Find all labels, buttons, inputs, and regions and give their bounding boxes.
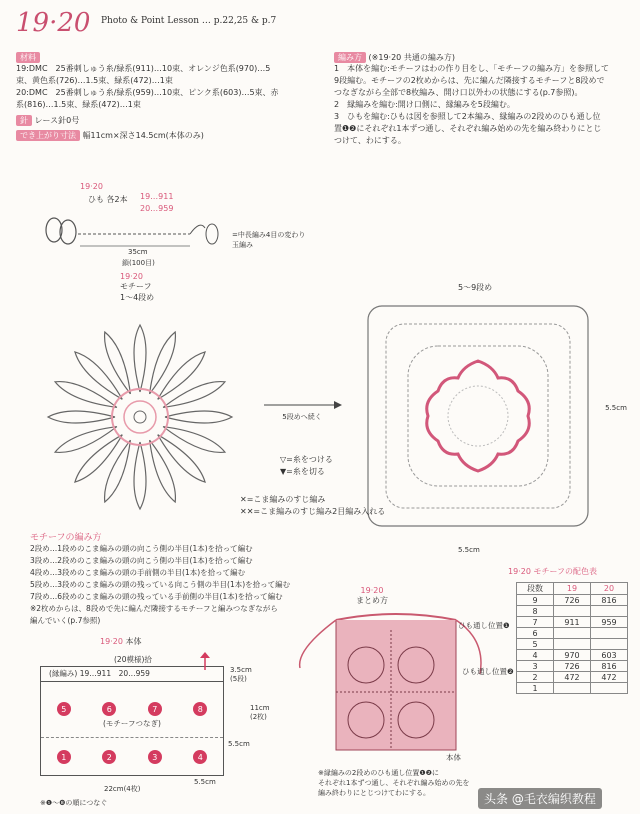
method-line: つけて、わにする。 (334, 136, 406, 145)
motif-number: 1 (57, 750, 71, 764)
cord-name: ひも (88, 195, 104, 204)
xx-stitch-icon: ✕✕ (240, 507, 254, 516)
table-cell: 9 (517, 595, 554, 606)
table-cell (591, 683, 628, 694)
motif-number: 6 (102, 702, 116, 716)
method-line: 3 ひもを編む:ひもは図を参照して2本編み、縁編みの2段めのひも通し位 (334, 112, 601, 121)
motif-flower-diagram (40, 312, 240, 522)
motif-number: 5 (57, 702, 71, 716)
table-cell: 970 (554, 650, 591, 661)
arrow-up-icon (198, 652, 212, 670)
body-h2: 11cm (250, 704, 270, 712)
motif-number: 4 (193, 750, 207, 764)
table-cell (554, 628, 591, 639)
motif-name: モチーフ (120, 282, 152, 291)
cord-chain: 鎖(100目) (122, 259, 155, 267)
table-row (517, 606, 628, 617)
header (16, 8, 276, 38)
table-cell: 726 (554, 595, 591, 606)
body-row-top (41, 702, 223, 716)
body-w2: 22cm(4枚) (104, 785, 141, 793)
motif-rows-2: 5～9段め (458, 283, 493, 292)
method-line: 2 縁編みを編む:開け口側に、縁編みを5段編む。 (334, 100, 515, 109)
assembly-body: 本体 (446, 753, 461, 762)
motif-label: 19·20 (120, 272, 143, 281)
body-h2b: (2枚) (250, 713, 267, 721)
color-table-title-text: 19·20 モチーフの配色表 (508, 567, 598, 576)
legend-x: =こま編みのすじ編み (246, 495, 326, 504)
cord-length: 35cm (128, 248, 148, 256)
motif-size-width: 5.5cm (458, 546, 480, 554)
table-cell: 472 (554, 672, 591, 683)
color-table (516, 582, 628, 694)
body-label: 19·20 (100, 637, 123, 646)
attach-icon: ▽ (280, 455, 287, 464)
table-cell: 959 (591, 617, 628, 628)
table-header-cell: 20 (591, 583, 628, 595)
table-row (517, 595, 628, 606)
legend-attach: =糸をつける (286, 455, 333, 464)
motif-size-height: 5.5cm (605, 404, 627, 412)
body-h1b: (5段) (230, 675, 247, 683)
pattern-number: 19·20 (16, 8, 91, 38)
table-row (517, 683, 628, 694)
table-cell (591, 628, 628, 639)
table-row (517, 661, 628, 672)
motif-rows-1: 1～4段め (120, 293, 155, 302)
method-section (334, 52, 634, 147)
motif-method-line: ※2枚めからは、8段めで先に編んだ隣接するモチーフと編みつなぎながら (30, 604, 278, 613)
method-line: 置❶❷にそれぞれ1本ずつ通し、それぞれ編み始めの先を編み終わりにとじ (334, 124, 602, 133)
cord-color-19: 19…911 (140, 192, 174, 201)
size-text: 幅11cm×深さ14.5cm(本体のみ) (82, 131, 204, 140)
lesson-ref: Photo & Point Lesson … p.22,25 & p.7 (100, 16, 277, 26)
method-line: つなぎながら全部で8枚編み、開け口以外わの状態にする(p.7参照)。 (334, 88, 583, 97)
table-cell: 911 (554, 617, 591, 628)
materials-section (16, 52, 321, 142)
symbol-legend (280, 454, 376, 478)
material-line: 19:DMC 25番刺しゅう糸/緑系(911)…10束、オレンジ色系(970)…5 (16, 64, 271, 73)
motif-method-line: 7段め…6段めのこま編みの頭の残っている手前側の半目(1本)を拾って編む (30, 592, 283, 601)
size-tag: でき上がり寸法 (16, 130, 80, 141)
motif-method-section (30, 530, 330, 627)
body-top: (20模様)拾 (114, 655, 152, 664)
motif-method-line: 編んでいく(p.7参照) (30, 616, 101, 625)
table-header-cell: 19 (554, 583, 591, 595)
table-cell (591, 606, 628, 617)
table-row (517, 672, 628, 683)
materials-tag: 材料 (16, 52, 40, 63)
table-row (517, 650, 628, 661)
motif-method-title: モチーフの編み方 (30, 533, 102, 543)
body-label-block (100, 636, 141, 647)
assembly-pos2: ひも通し位置❷ (462, 667, 514, 676)
assembly-label: 19·20 (360, 586, 384, 595)
cord-label: 19·20 (80, 182, 103, 191)
body-h1-block (230, 666, 252, 684)
motif-arrow-text: 5段めへ続く (282, 413, 322, 421)
body-join: (モチーフつなぎ) (103, 719, 161, 728)
motif-number: 8 (193, 702, 207, 716)
motif-method-line: 4段め…3段めのこま編みの頭の手前側の半目(1本)を拾って編む (30, 568, 246, 577)
table-cell: 816 (591, 595, 628, 606)
method-tag: 編み方 (334, 52, 366, 63)
assembly-pos1: ひも通し位置❶ (458, 621, 510, 630)
table-cell: 603 (591, 650, 628, 661)
table-cell: 472 (591, 672, 628, 683)
cut-icon: ▼ (280, 467, 287, 476)
assembly-note-line: 編み終わりにとじつけてわにする。 (318, 789, 430, 797)
table-header-row (517, 583, 628, 595)
stitch-legend (240, 494, 385, 518)
motif-square-diagram (358, 296, 598, 536)
material-line: 20:DMC 25番刺しゅう糸/緑系(959)…10束、ピンク系(603)…5束、赤 (16, 88, 279, 97)
material-line: 束、黄色系(726)…1.5束、緑系(472)…1束 (16, 76, 173, 85)
table-cell: 4 (517, 650, 554, 661)
cord-note: =中長編み4目の変わり玉編み (232, 231, 306, 249)
motif-number: 3 (148, 750, 162, 764)
cord-count: 各2本 (106, 195, 128, 204)
motif-continue (262, 400, 342, 422)
table-row (517, 639, 628, 650)
motif-number: 7 (148, 702, 162, 716)
body-h2-block (250, 704, 270, 722)
legend-cut: =糸を切る (286, 467, 325, 476)
table-cell: 5 (517, 639, 554, 650)
table-cell (554, 639, 591, 650)
table-cell: 1 (517, 683, 554, 694)
motif-label-block (120, 272, 154, 303)
table-cell: 2 (517, 672, 554, 683)
table-row (517, 617, 628, 628)
assembly-note-line: ※縁編みの2段めのひも通し位置❶❷に (318, 769, 439, 777)
method-common: (※19·20 共通の編み方) (368, 53, 455, 62)
legend-xx: =こま編みのすじ編み2目編み入れる (253, 507, 386, 516)
table-cell: 726 (554, 661, 591, 672)
assembly-note (318, 768, 469, 798)
assembly-note-line: それぞれ1本ずつ通し、それぞれ編み始めの先を (318, 779, 470, 787)
motif-method-line: 5段め…3段めのこま編みの頭の残っている向こう側の半目(1本)を拾って編む (30, 580, 291, 589)
needle-tag: 針 (16, 115, 32, 126)
body-note: ※❶～❽の順につなぐ (40, 799, 108, 807)
needle-text: レース針0号 (34, 116, 80, 125)
method-line: 1 本体を編む:モチーフはわの作り目をし、「モチーフの編み方」を参照して (334, 64, 609, 73)
method-line: 9段編む。モチーフの2枚めからは、先に編んだ隣接するモチーフと8段めで (334, 76, 605, 85)
cord-diagram (40, 180, 320, 270)
table-cell: 3 (517, 661, 554, 672)
table-cell (591, 639, 628, 650)
table-cell: 7 (517, 617, 554, 628)
table-cell (554, 606, 591, 617)
table-cell: 8 (517, 606, 554, 617)
table-cell: 6 (517, 628, 554, 639)
body-name: 本体 (125, 637, 142, 646)
assembly-label-block (356, 586, 388, 606)
x-stitch-icon: ✕ (240, 495, 247, 504)
motif-method-line: 2段め…1段めのこま編みの頭の向こう側の半目(1本)を拾って編む (30, 544, 253, 553)
table-header-cell: 段数 (517, 583, 554, 595)
assembly-name: まとめ方 (356, 596, 388, 605)
cord-color-20: 20…959 (140, 204, 174, 213)
arrow-right-icon (262, 400, 342, 410)
color-table-title (508, 566, 597, 577)
body-row-bottom (41, 750, 223, 764)
body-h1: 3.5cm (230, 666, 252, 674)
body-w1: 5.5cm (194, 778, 216, 786)
material-line: 系(816)…1.5束、緑系(472)…1束 (16, 100, 141, 109)
body-edge: (縁編み) 19…911 20…959 (41, 667, 223, 682)
table-cell (554, 683, 591, 694)
motif-number: 2 (102, 750, 116, 764)
body-panel (40, 666, 224, 776)
motif-method-line: 3段め…2段めのこま編みの頭の向こう側の半目(1本)を拾って編む (30, 556, 253, 565)
body-h3: 5.5cm (228, 740, 250, 748)
table-cell: 816 (591, 661, 628, 672)
table-row (517, 628, 628, 639)
bag-drawing (296, 610, 496, 760)
watermark: 头条 @毛衣编织教程 (478, 788, 602, 809)
